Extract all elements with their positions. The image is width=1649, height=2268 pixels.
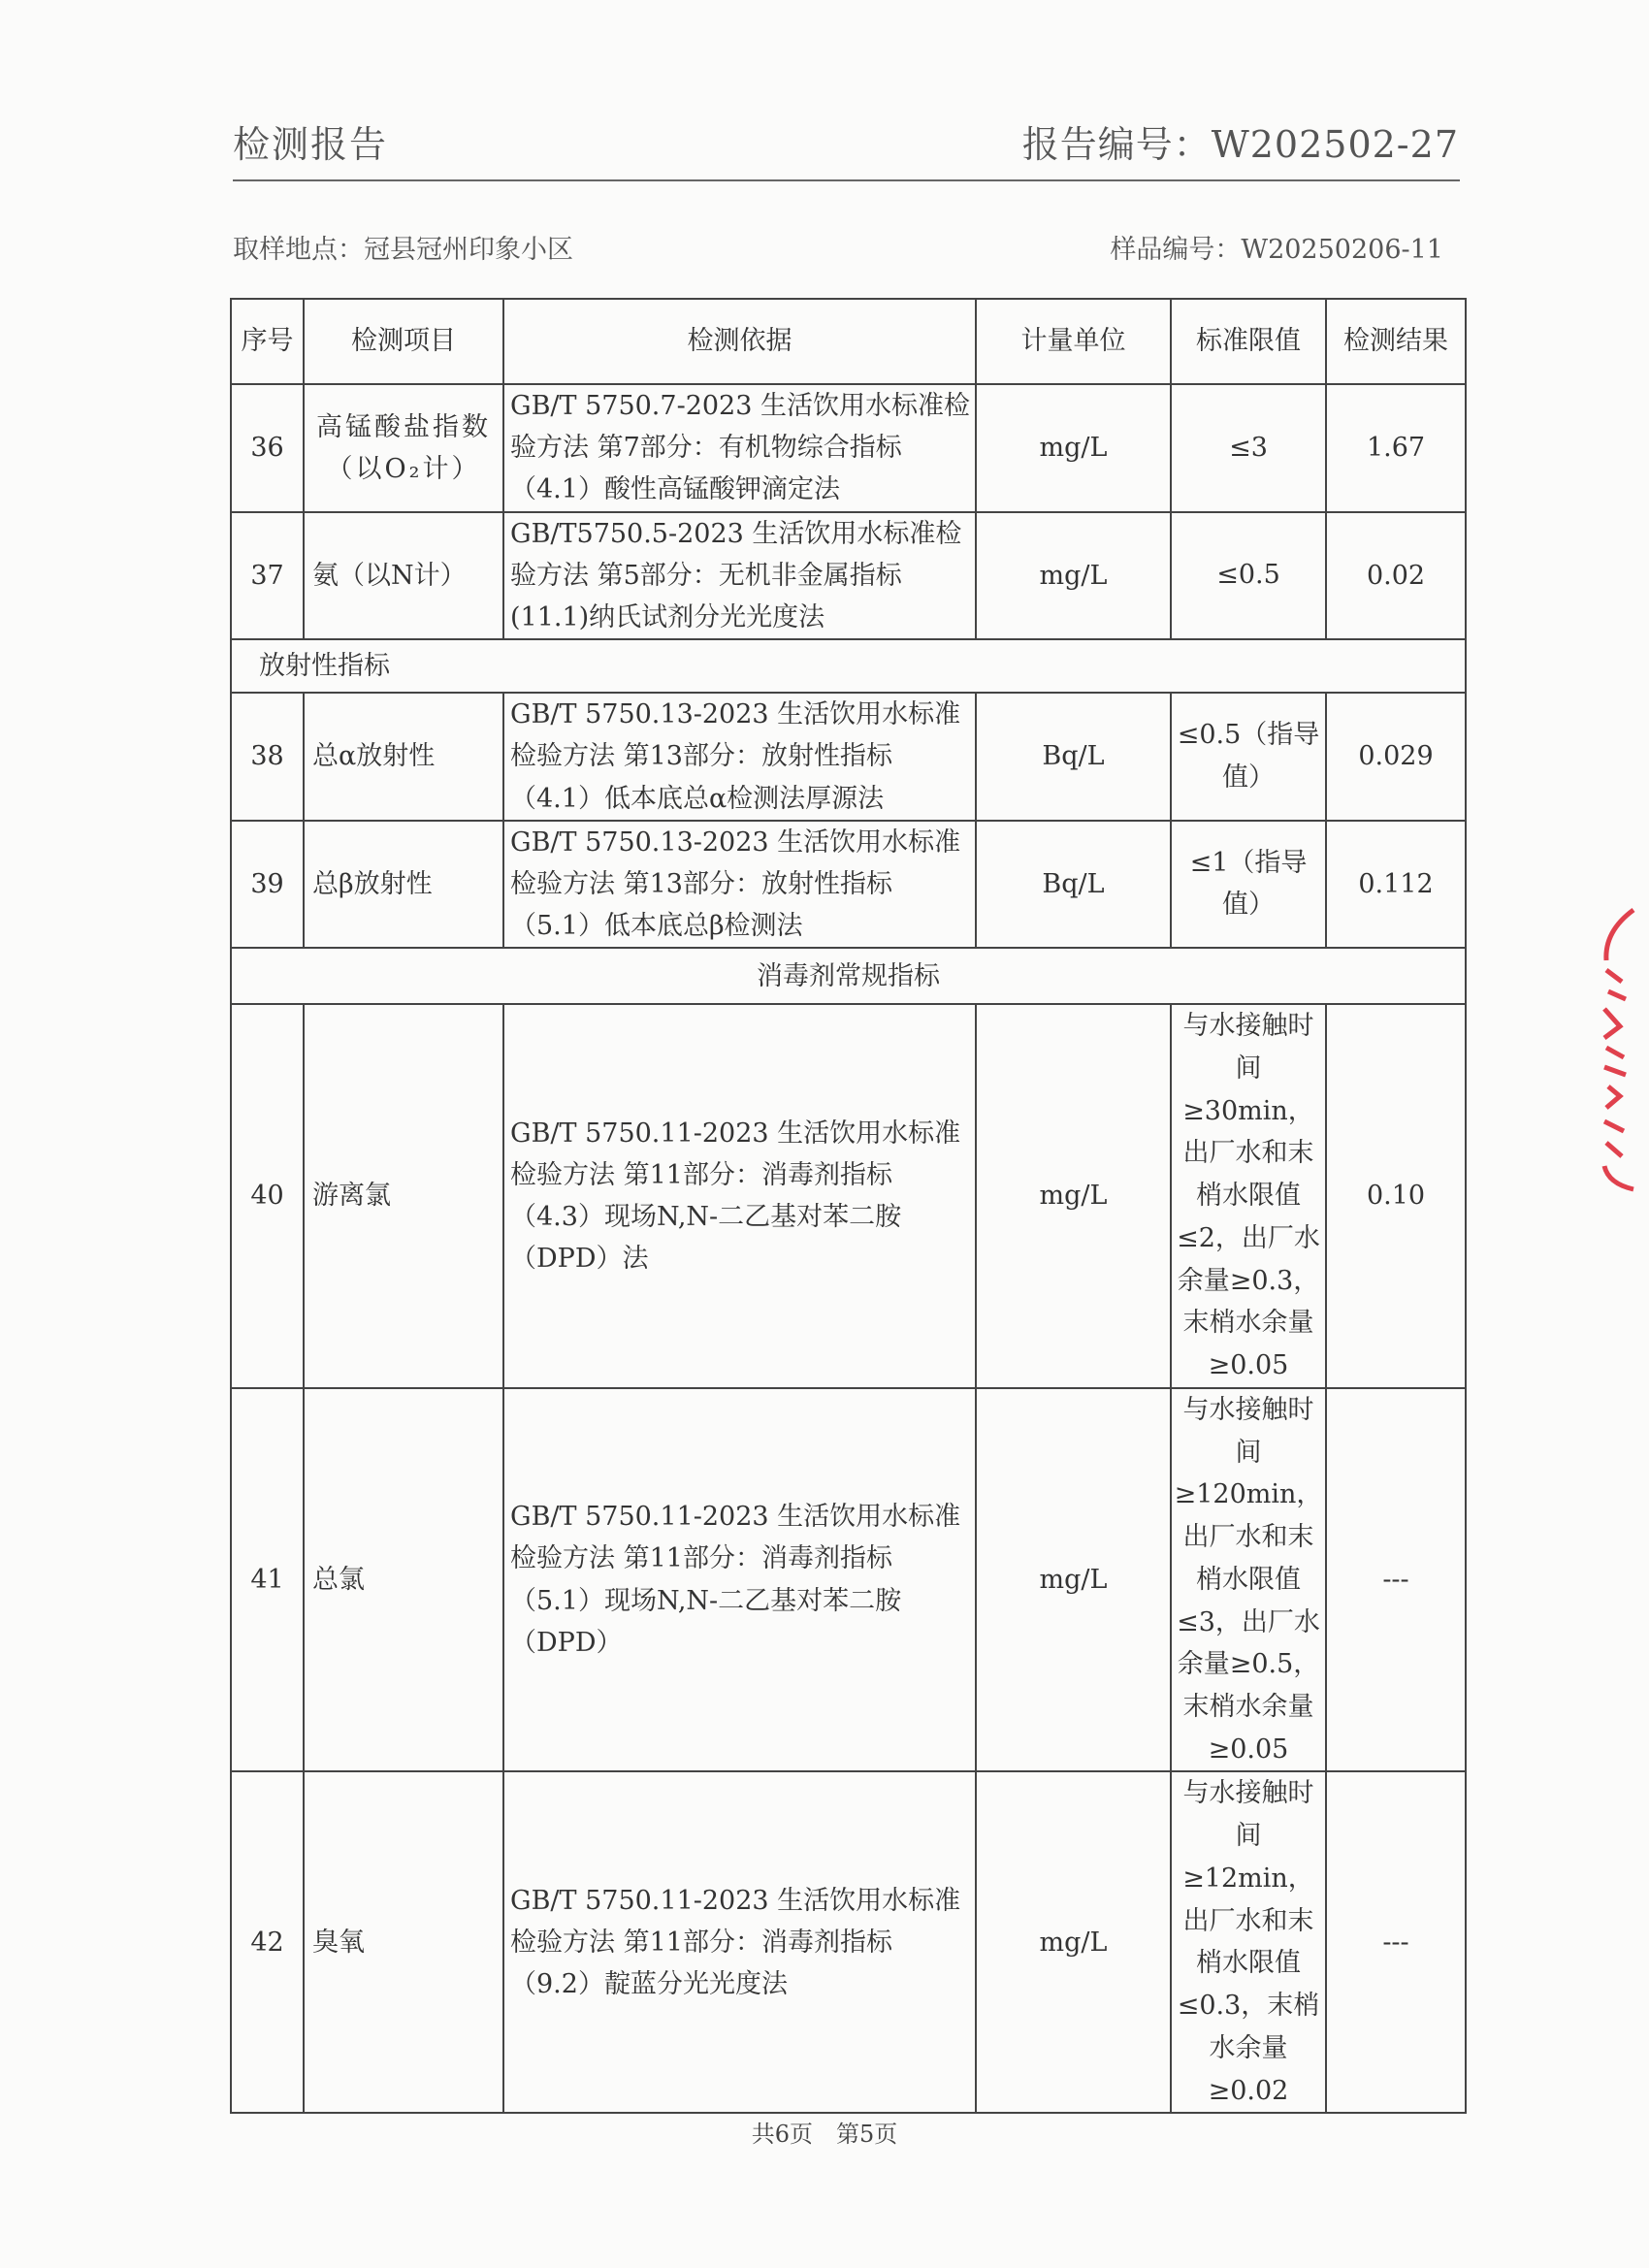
test-basis: GB/T 5750.11-2023 生活饮用水标准检验方法 第11部分：消毒剂指标（4.3）现场N,N-二乙基对苯二胺（DPD）法 [503, 1004, 976, 1388]
unit: mg/L [976, 1004, 1171, 1388]
test-basis: GB/T 5750.11-2023 生活饮用水标准检验方法 第11部分：消毒剂指标（5.1）现场N,N-二乙基对苯二胺（DPD） [503, 1388, 976, 1772]
section-disinfectant: 消毒剂常规指标 [231, 948, 1466, 1004]
unit: mg/L [976, 512, 1171, 640]
seal-glyph-stroke [1604, 1048, 1626, 1108]
sampling-location: 取样地点：冠县冠州印象小区 [233, 235, 573, 265]
column-header-unit: 计量单位 [976, 299, 1171, 384]
standard-limit: ≤3 [1171, 384, 1326, 512]
standard-limit: ≤0.5（指导值） [1171, 693, 1326, 821]
table-row [231, 821, 1466, 949]
table-row [231, 1388, 1466, 1772]
test-basis: GB/T 5750.7-2023 生活饮用水标准检验方法 第7部分：有机物综合指标（4.1）酸性高锰酸钾滴定法 [503, 384, 976, 512]
report-title: 检测报告 [233, 123, 389, 166]
test-result: --- [1326, 1771, 1466, 2113]
table-row [231, 1004, 1466, 1388]
official-seal-stamp [1587, 902, 1637, 1193]
test-basis: GB/T 5750.13-2023 生活饮用水标准检验方法 第13部分：放射性指标（4.1）低本底总α检测法厚源法 [503, 693, 976, 821]
row-number: 40 [231, 1004, 304, 1388]
unit: mg/L [976, 1771, 1171, 2113]
test-basis: GB/T5750.5-2023 生活饮用水标准检验方法 第5部分：无机非金属指标(11.1)纳氏试剂分光光度法 [503, 512, 976, 640]
test-item: 氨（以N计） [304, 512, 503, 640]
column-header-basis: 检测依据 [503, 299, 976, 384]
row-number: 39 [231, 821, 304, 949]
row-number: 37 [231, 512, 304, 640]
seal-arc [1606, 910, 1633, 960]
seal-glyph-stroke [1604, 970, 1626, 1038]
test-basis: GB/T 5750.11-2023 生活饮用水标准检验方法 第11部分：消毒剂指标（9.2）靛蓝分光光度法 [503, 1771, 976, 2113]
row-number: 42 [231, 1771, 304, 2113]
standard-limit: 与水接触时间≥120min，出厂水和末梢水限值≤3，出厂水余量≥0.5，末梢水余量≥0.05 [1171, 1388, 1326, 1772]
results-table [230, 298, 1467, 2114]
table-row [231, 384, 1466, 512]
unit: Bq/L [976, 821, 1171, 949]
row-number: 41 [231, 1388, 304, 1772]
unit: Bq/L [976, 693, 1171, 821]
seal-arc [1604, 1121, 1633, 1189]
test-result: 0.02 [1326, 512, 1466, 640]
standard-limit: 与水接触时间≥30min，出厂水和末梢水限值≤2，出厂水余量≥0.3，末梢水余量≥0.05 [1171, 1004, 1326, 1388]
test-result: 1.67 [1326, 384, 1466, 512]
test-result: --- [1326, 1388, 1466, 1772]
table-row [231, 1771, 1466, 2113]
row-number: 38 [231, 693, 304, 821]
sample-number: 样品编号：W20250206-11 [1110, 235, 1443, 265]
section-row [231, 639, 1466, 693]
standard-limit: ≤1（指导值） [1171, 821, 1326, 949]
column-header-limit: 标准限值 [1171, 299, 1326, 384]
standard-limit: ≤0.5 [1171, 512, 1326, 640]
standard-limit: 与水接触时间≥12min，出厂水和末梢水限值≤0.3，末梢水余量≥0.02 [1171, 1771, 1326, 2113]
unit: mg/L [976, 384, 1171, 512]
column-header-item: 检测项目 [304, 299, 503, 384]
test-result: 0.029 [1326, 693, 1466, 821]
table-header-row [231, 299, 1466, 384]
table-row [231, 693, 1466, 821]
unit: mg/L [976, 1388, 1171, 1772]
test-item: 游离氯 [304, 1004, 503, 1388]
row-number: 36 [231, 384, 304, 512]
report-number: 报告编号：W202502-27 [1021, 123, 1459, 166]
header-divider [233, 179, 1460, 181]
test-item: 总α放射性 [304, 693, 503, 821]
test-result: 0.10 [1326, 1004, 1466, 1388]
test-item: 臭氧 [304, 1771, 503, 2113]
test-item: 高锰酸盐指数（以O₂计） [304, 384, 503, 512]
page-footer: 共6页 第5页 [751, 2121, 898, 2148]
test-item: 总β放射性 [304, 821, 503, 949]
column-header-no: 序号 [231, 299, 304, 384]
section-radioactivity: 放射性指标 [231, 639, 1466, 693]
table-row [231, 512, 1466, 640]
column-header-result: 检测结果 [1326, 299, 1466, 384]
test-result: 0.112 [1326, 821, 1466, 949]
section-row [231, 948, 1466, 1004]
test-basis: GB/T 5750.13-2023 生活饮用水标准检验方法 第13部分：放射性指标（5.1）低本底总β检测法 [503, 821, 976, 949]
test-item: 总氯 [304, 1388, 503, 1772]
